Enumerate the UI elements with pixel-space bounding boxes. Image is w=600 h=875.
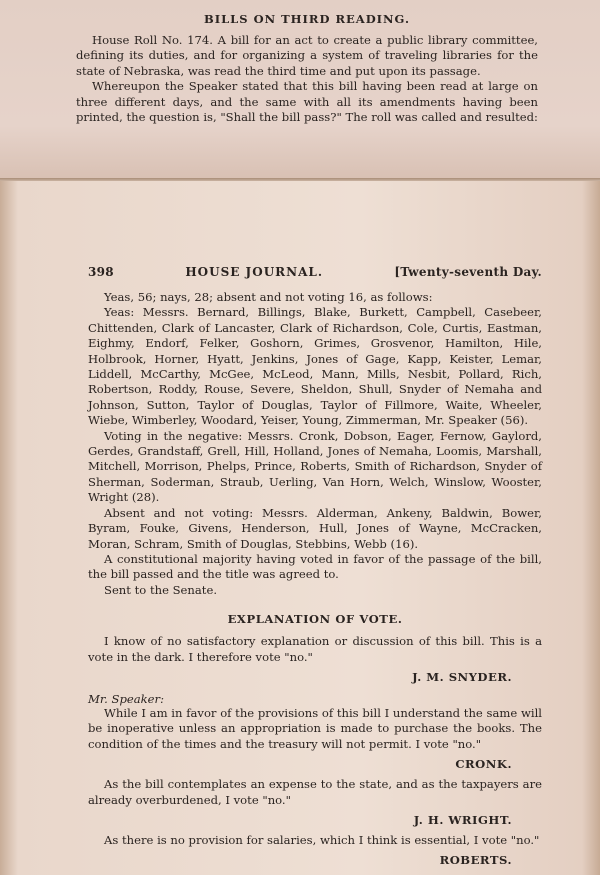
signature: CRONK. (455, 757, 512, 772)
top-page (0, 0, 600, 180)
yeas-list: Yeas: Messrs. Bernard, Billings, Blake, Burkett, Campbell, Casebeer, Chittenden, Clark of Lancaster, Clark of Richardson, Cole, Curtis, Eastman, Eighmy, Endorf, Felker, Goshorn, Grimes, Grosvenor, Hamilton, Hile, Holbrook, Horner, Hyatt, Jenkins, Jones of Gage, Kapp, Keister, Lemar, Liddell, McCarthy, McGee, McLeod, Mann, Mills, Nesbit, Pollard, Rich, Robertson, Roddy, Rouse, Severe, Sheldon, Shull, Snyder of Nemaha and Johnson, Sutton, Taylor of Douglas, Taylor of Fillmore, Waite, Wheeler, Wiebe, Wimberley, Woodard, Yeiser, Young, Zimmerman, Mr. Speaker (56). (88, 305, 542, 428)
nays-list: Voting in the negative: Messrs. Cronk, Dobson, Eager, Fernow, Gaylord, Gerdes, Grandstaff, Grell, Hill, Holland, Jones of Nemaha, Loomis, Marshall, Mitchell, Morrison, Phelps, Prince, Roberts, Smith of Richardson, Snyder of Sherman, Soderman, Straub, Uerling, Van Horn, Welch, Winslow, Wooster, Wright (28). (88, 428, 542, 505)
explanation-text: As there is no provision for salaries, which I think is essential, I vote "no." (104, 832, 540, 847)
bills-heading: BILLS ON THIRD READING. (204, 12, 410, 26)
explanation-text: As the bill contemplates an expense to the state, and as the taxpayers are already overburdened, I vote "no." (88, 777, 542, 807)
absent-list: Absent and not voting: Messrs. Alderman, Ankeny, Baldwin, Bower, Byram, Fouke, Givens, Henderson, Hull, Jones of Wayne, McCracken, Moran, Schram, Smith of Douglas, Stebbins, Webb (16). (88, 505, 542, 551)
bottom-page (0, 181, 600, 875)
explanation-heading: EXPLANATION OF VOTE. (227, 612, 403, 627)
salutation: Mr. Speaker: (88, 691, 164, 706)
explanation-text: I know of no satisfactory explanation or discussion of this bill. This is a vote in the dark. I therefore vote "no." (88, 634, 542, 664)
passage-statement: A constitutional majority having voted in favor of the passage of the bill, the bill passed and the title was agreed to. (88, 551, 542, 582)
explanation-cronk (88, 692, 542, 771)
bill-description: House Roll No. 174. A bill for an act to create a public library committee, defining its duties, and for organizing a system of traveling libraries for the state of Nebraska, was read the third time and put upon its passage. (76, 33, 538, 78)
speaker-statement: Whereupon the Speaker stated that this bill having been read at large on three different days, and the same with all its amendments having been printed, the question is, "Shall the bill pass?" The roll was called and resulted: (76, 79, 538, 125)
page-number: 398 (88, 265, 114, 279)
explanation-text: While I am in favor of the provisions of this bill I understand the same will be inoperative unless an appropriation is made to purchase the books. The condition of the times and the treasury will not permit. I vote "no." (88, 705, 542, 751)
signature: J. M. SNYDER. (412, 669, 512, 684)
signature: ROBERTS. (439, 853, 512, 868)
running-head (88, 265, 542, 279)
vote-summary: Yeas, 56; nays, 28; absent and not voting 16, as follows: (104, 290, 433, 304)
day-label: [Twenty-seventh Day. (394, 265, 542, 279)
roll-call (88, 290, 542, 598)
explanation-snyder (88, 634, 542, 684)
explanation-wright (88, 777, 542, 827)
signature: J. H. WRIGHT. (413, 812, 512, 827)
sent-to-senate: Sent to the Senate. (104, 582, 217, 597)
explanation-roberts (88, 833, 542, 867)
journal-title: HOUSE JOURNAL. (185, 265, 324, 279)
